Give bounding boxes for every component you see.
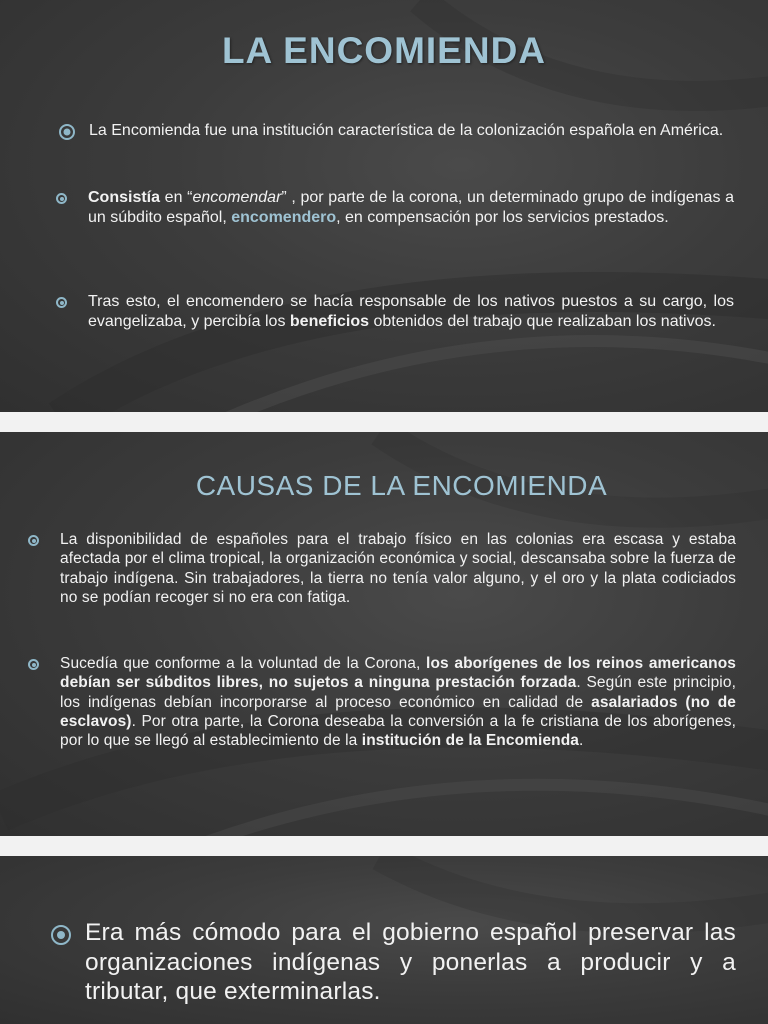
- bullet-icon: [59, 124, 75, 140]
- italic-text: encomendar: [192, 189, 282, 206]
- bullet-icon: [28, 535, 39, 546]
- bullet-era-mas-comodo: [85, 918, 736, 1007]
- bullet-text: Tras esto, el encomendero se hacía responsable de los nativos puestos a su cargo, los evangelizaba, y percibía los: [88, 293, 734, 330]
- bullet-icon: [56, 193, 67, 204]
- slide-la-encomienda: [0, 0, 768, 412]
- bold-text: Consistía: [88, 189, 161, 206]
- bullet-text: obtenidos del trabajo que realizaban los nativos.: [369, 312, 716, 330]
- bullet-consistia: [88, 188, 734, 227]
- bullet-icon: [28, 659, 39, 670]
- highlight-text: encomendero: [231, 208, 337, 226]
- slide-causas: [0, 432, 768, 836]
- bullet-tras-esto: [88, 292, 734, 331]
- slide-comodo: [0, 856, 768, 1024]
- bullet-text: Era más cómodo para el gobierno español preservar las organizaciones indígenas y ponerlas a producir y a tributar, que exterminarlas.: [85, 919, 736, 1005]
- bullet-text: La disponibilidad de españoles para el trabajo físico en las colonias era escasa y estaba afectada por el clima tropical, la organización económica y social, descansaba sobre la fuerza de trabajo indígena. Sin trabajadores, la tierra no tenía valor alguno, y el oro y la plata codiciados no se podían recoger si no era con fatiga.: [60, 531, 736, 606]
- bullet-text: ” , por parte de la corona, un determinado grupo de indígenas a un súbdito español,: [88, 189, 735, 226]
- bullet-text: . Según este principio, los indígenas debían incorporarse al proceso económico en calidad de: [60, 674, 736, 711]
- bold-text: asalariados (no de esclavos): [60, 693, 737, 730]
- bold-text: beneficios: [289, 312, 370, 330]
- bullet-disponibilidad: [60, 530, 736, 607]
- bullet-text: .: [579, 732, 584, 750]
- slide-title: CAUSAS DE LA ENCOMIENDA: [195, 470, 608, 501]
- bullet-text: , en compensación por los servicios prestados.: [336, 208, 669, 226]
- slide-title: LA ENCOMIENDA: [221, 30, 547, 71]
- bullet-icon: [51, 925, 71, 945]
- bullet-text: . Por otra parte, la Corona deseaba la conversión a la fe cristiana de los aborígenes, por lo que se llegó al establecimiento de la: [60, 712, 736, 750]
- bullet-text: en “: [160, 189, 193, 206]
- bullet-definition: [89, 121, 734, 141]
- bold-text: los aborígenes de los reinos americanos debían ser súbditos libres, no sujetos a ninguna prestación forzada: [60, 655, 736, 692]
- bold-text: institución de la Encomienda: [361, 732, 580, 750]
- bullet-text: Sucedía que conforme a la voluntad de la Corona,: [60, 655, 427, 672]
- bullet-text: La Encomienda fue una institución característica de la colonización española en América.: [89, 122, 724, 139]
- bullet-icon: [56, 297, 67, 308]
- bullet-sucedia: [60, 654, 736, 750]
